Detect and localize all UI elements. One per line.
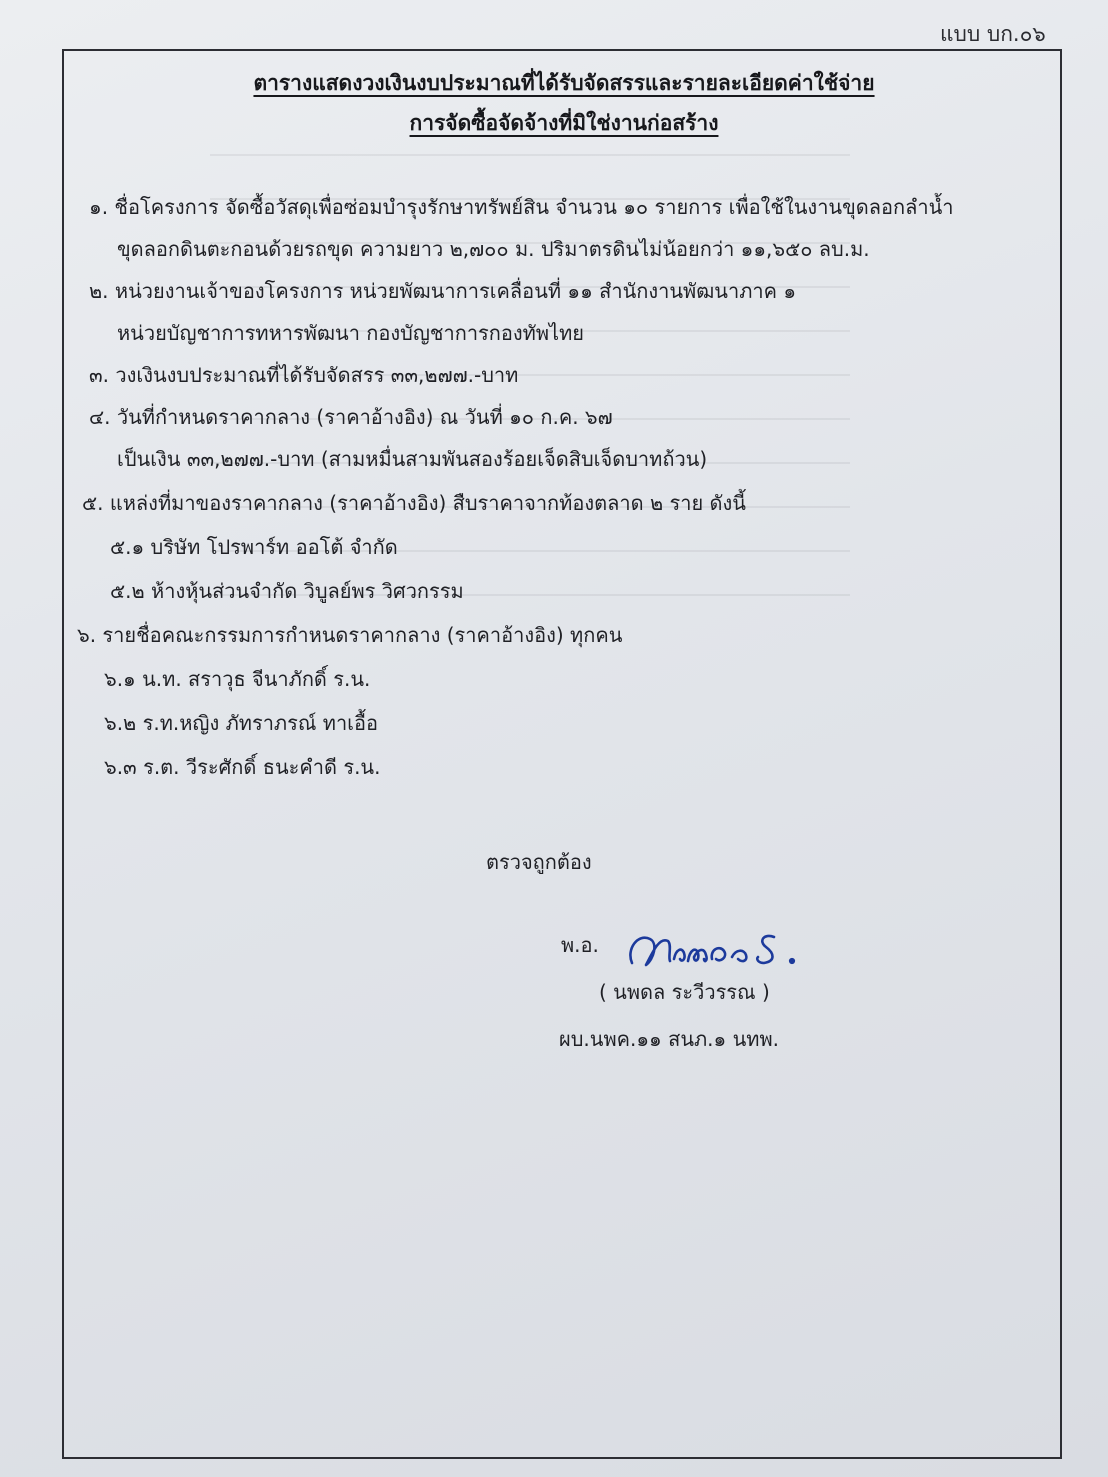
item-1-project-name: ๑. ชื่อโครงการ จัดซื้อวัสดุเพื่อซ่อมบำรุงรักษาทรัพย์สิน จำนวน ๑๐ รายการ เพื่อใช้ในงานขุดลอกลำน้ำ [89,195,954,219]
item-1-project-detail: ขุดลอกดินตะกอนด้วยรถขุด ความยาว ๒,๗๐๐ ม. ปริมาตรดินไม่น้อยกว่า ๑๑,๖๕๐ ลบ.ม. [117,237,870,261]
handwritten-signature [624,919,814,979]
item-6-committee: ๖. รายชื่อคณะกรรมการกำหนดราคากลาง (ราคาอ้างอิง) ทุกคน [77,623,623,647]
item-4-reference-date: ๔. วันที่กำหนดราคากลาง (ราคาอ้างอิง) ณ วันที่ ๑๐ ก.ค. ๖๗ [89,405,613,429]
document-frame [62,49,1062,1459]
title-line-1: ตารางแสดงวงเงินงบประมาณที่ได้รับจัดสรรและรายละเอียดค่าใช้จ่าย [253,71,875,95]
signatory-name: ( นพดล ระวีวรรณ ) [599,980,770,1004]
item-5-1-vendor: ๕.๑ บริษัท โปรพาร์ท ออโต้ จำกัด [110,535,398,559]
signatory-rank: พ.อ. [561,933,599,957]
item-6-3-member: ๖.๓ ร.ต. วีระศักดิ์ ธนะคำดี ร.น. [104,755,381,779]
certification-label: ตรวจถูกต้อง [486,850,592,874]
item-2-owner-command: หน่วยบัญชาการทหารพัฒนา กองบัญชาการกองทัพไทย [117,321,585,345]
item-4-amount: เป็นเงิน ๓๓,๒๗๗.-บาท (สามหมื่นสามพันสองร้อยเจ็ดสิบเจ็ดบาทถ้วน) [117,447,708,471]
item-2-owner-unit: ๒. หน่วยงานเจ้าของโครงการ หน่วยพัฒนาการเคลื่อนที่ ๑๑ สำนักงานพัฒนาภาค ๑ [89,279,797,303]
item-5-2-vendor: ๕.๒ ห้างหุ้นส่วนจำกัด วิบูลย์พร วิศวกรรม [110,579,464,603]
form-code: แบบ บก.๐๖ [940,22,1046,46]
item-5-price-source: ๕. แหล่งที่มาของราคากลาง (ราคาอ้างอิง) สืบราคาจากท้องตลาด ๒ ราย ดังนี้ [82,491,746,515]
item-3-budget: ๓. วงเงินงบประมาณที่ได้รับจัดสรร ๓๓,๒๗๗.-บาท [89,363,519,387]
item-6-1-member: ๖.๑ น.ท. สราวุธ จีนาภักดิ์ ร.น. [104,667,371,691]
item-6-2-member: ๖.๒ ร.ท.หญิง ภัทราภรณ์ ทาเอื้อ [104,711,379,735]
title-line-2: การจัดซื้อจัดจ้างที่มิใช่งานก่อสร้าง [409,111,719,135]
signatory-position: ผบ.นพค.๑๑ สนภ.๑ นทพ. [559,1027,779,1051]
